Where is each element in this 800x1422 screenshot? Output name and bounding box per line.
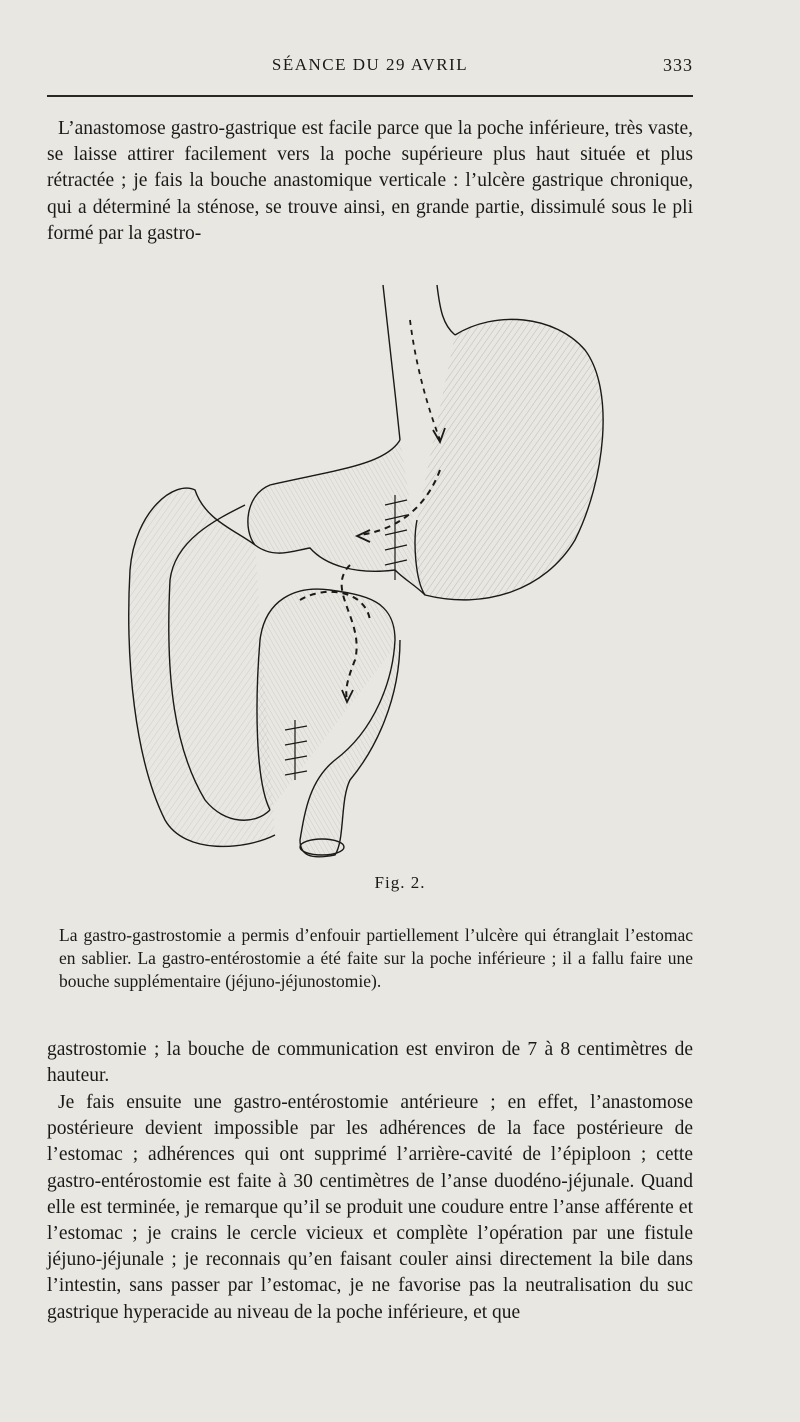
running-title: SÉANCE DU 29 AVRIL xyxy=(271,55,469,74)
page-header xyxy=(47,55,693,79)
figure-caption: La gastro-gastrostomie a permis d’enfouir partiellement l’ulcère qui étranglait l’estomac en sablier. La gastro-entérostomie a été faite sur la poche inférieure ; il a fallu faire une bouche supplémentaire (jéjuno-jéjunostomie). xyxy=(59,925,693,991)
jejunal-loop-inner xyxy=(257,589,400,857)
figure-label: Fig. 2. xyxy=(374,873,426,892)
header-rule xyxy=(47,95,693,97)
upper-stomach-pouch xyxy=(415,319,603,599)
anatomical-illustration xyxy=(95,280,655,870)
flow-arrow-1 xyxy=(410,320,440,440)
paragraph-anastomose: L’anastomose gastro-gastrique est facile parce que la poche inférieure, très vaste, se laisse attirer facilement vers la poche supérieure plus haut située et plus rétractée ; je fais la bouche anastomique verticale : l’ulcère gastrique chronique, qui a déterminé la sténose, se trouve ainsi, en grande partie, dissimulé sous le pli formé par la gastro- xyxy=(47,118,693,244)
paragraph-gastrostomie: gastrostomie ; la bouche de communication est environ de 7 à 8 centimètres de hauteur. xyxy=(47,1039,693,1087)
page-number: 333 xyxy=(663,55,693,75)
esophagus xyxy=(383,285,400,440)
paragraph-gastro-enterostomie: Je fais ensuite une gastro-entérostomie antérieure ; en effet, l’anastomose postérieure devient impossible par les adhérences de la face postérieure de l’estomac ; adhérences qui ont supprimé l’arrière-cavité de l’épiploon ; cette gastro-entérostomie est faite à 30 centimètres de l’anse duodéno-jéjunale. Quand elle est terminée, je remarque qu’il se produit une coudure entre l’anse afférente et l’estomac ; je crains le cercle vicieux et complète l’opération par une fistule jéjuno-jéjunale ; je reconnais qu’en faisant couler ainsi directement la bile dans l’intestin, sans passer par l’estomac, je ne favorise pas la neutralisation du suc gastrique hyperacide au niveau de la poche inférieure, et que xyxy=(47,1092,693,1323)
